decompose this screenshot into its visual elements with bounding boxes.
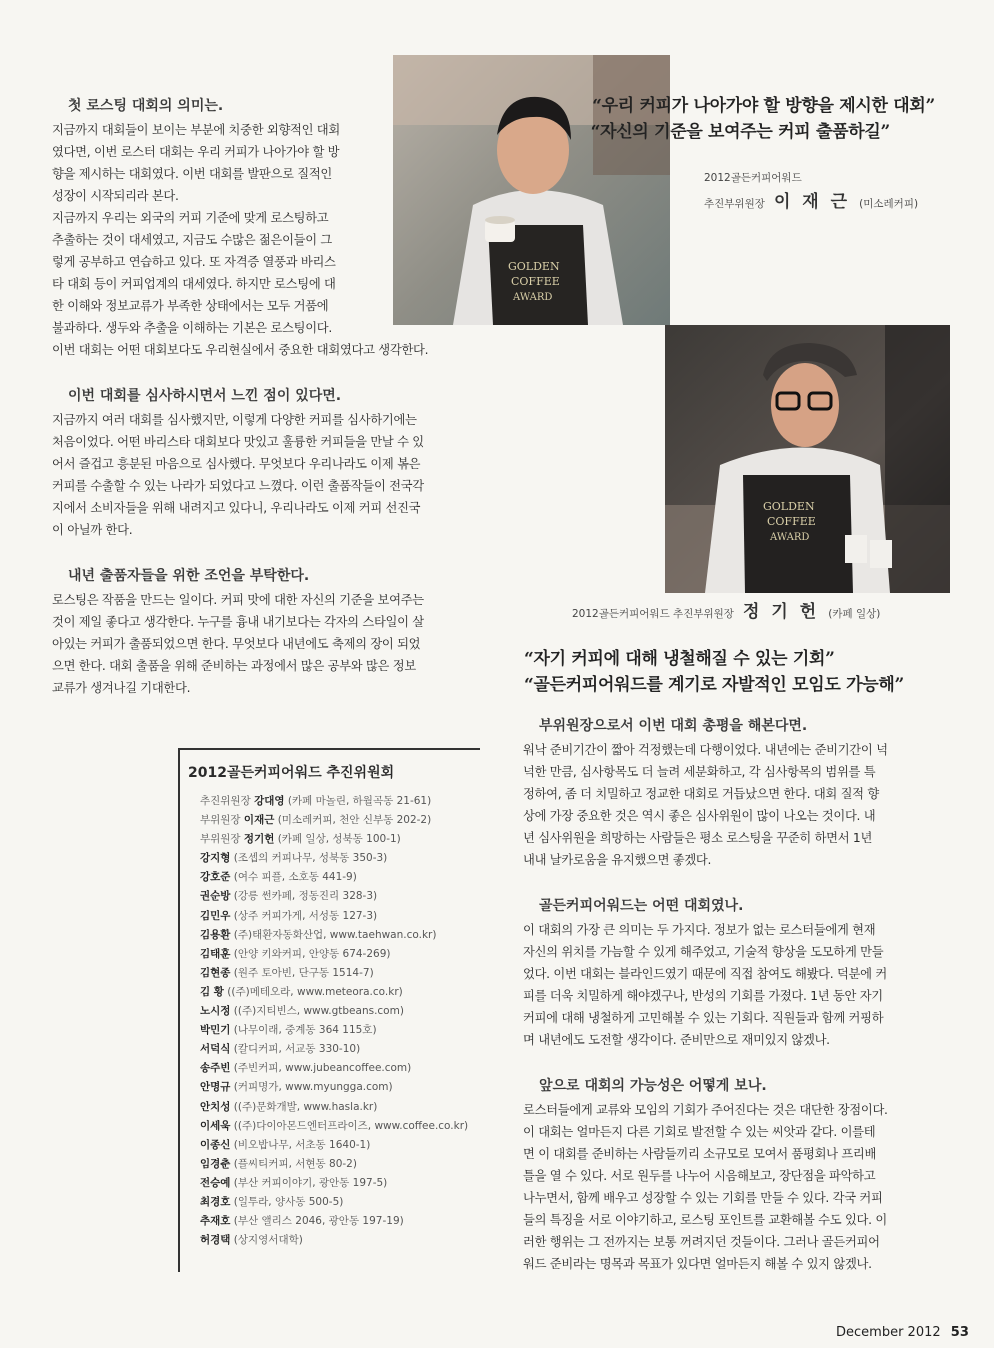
committee-member-name: 정기헌 [243,833,275,846]
body-line: 추출하는 것이 대세였고, 지금도 수많은 젊은이들이 그 [52,233,332,247]
committee-member-name: 최경호 [200,1195,231,1208]
left-section-3 [52,565,462,699]
left-section-2-question: 이번 대회를 심사하시면서 느낀 점이 있다면. [68,388,342,404]
committee-member-detail: (주)태환자동화산업, www.taehwan.co.kr) [233,928,437,941]
committee-member-name: 이세욱 [200,1119,231,1132]
body-line: 불과하다. 생두와 추출을 이해하는 기본은 로스팅이다. [52,321,332,335]
committee-member-detail: ((주)다이아몬드엔터프라이즈, www.coffee.co.kr) [233,1119,469,1132]
committee-member [200,1136,480,1155]
committee-member-name: 김 황 [200,985,224,998]
right-section-1-question: 부위원장으로서 이번 대회 총평을 해본다면. [539,718,808,734]
right-section-3-body [523,1099,923,1275]
body-line: 타 대회 등이 커피업계의 대세였다. 하지만 로스팅에 대 [52,277,336,291]
photo2-caption-affiliation: (카페 일상) [828,608,881,620]
svg-text:GOLDEN: GOLDEN [508,260,560,273]
committee-member-detail: (플씨티커피, 서현동 80-2) [233,1157,357,1170]
body-line: 정하여, 좀 더 치밀하고 정교한 대회로 거듭났으면 한다. 대회 질적 향 [523,787,879,801]
body-line: 피를 더욱 치밀하게 해야겠구나, 반성의 기회를 가졌다. 1년 동안 자기 [523,989,883,1003]
committee-member-detail: (일투라, 양사동 500-5) [233,1195,344,1208]
body-line: 틀을 열 수 있다. 서로 원두를 나누어 시음해보고, 장단점을 파악하고 [523,1169,876,1183]
body-line: 로스팅은 작품을 만드는 일이다. 커피 맛에 대한 자신의 기준을 보여주는 [52,593,424,607]
body-line: 어서 즐겁고 흥분된 마음으로 심사했다. 무엇보다 우리나라도 이제 볶은 [52,457,421,471]
body-line: 지금까지 여러 대회를 심사했지만, 이렇게 다양한 커피를 심사하기에는 [52,413,417,427]
body-line: 자신의 위치를 가늠할 수 있게 해주었고, 기술적 향상을 도모하게 만들 [523,945,884,959]
body-line: 이번 대회는 어떤 대회보다도 우리현실에서 중요한 대회였다고 생각한다. [52,343,429,357]
committee-box [178,748,480,1272]
body-line: 교류가 생겨나길 기대한다. [52,681,191,695]
committee-member-name: 이재근 [243,814,275,827]
committee-member-detail: (카페 일상, 성북동 100-1) [277,833,401,846]
quote1-affiliation: (미소레커피) [859,198,919,210]
quote1-line2: “자신의 기준을 보여주는 커피 출품하길” [590,122,890,142]
committee-member-name: 안명규 [200,1081,231,1094]
page-number: 53 [950,1325,969,1340]
body-line: 였다면, 이번 로스터 대회는 우리 커피가 나아가야 할 방 [52,145,340,159]
right-article-column [523,715,923,1299]
body-line: 향을 제시하는 대회였다. 이번 대회를 발판으로 질적인 [52,167,332,181]
committee-member-name: 추재호 [200,1215,231,1228]
committee-member [200,926,480,945]
committee-list [180,792,480,1250]
left-section-3-question: 내년 출품자들을 위한 조언을 부탁한다. [68,568,310,584]
committee-member-name: 허경택 [200,1234,231,1247]
right-section-2 [523,895,923,1051]
committee-member-name: 이종신 [200,1138,231,1151]
committee-member-role: 부위원장 [200,814,241,827]
committee-member-name: 강호준 [200,871,231,884]
quote1-caption-role: 추진부위원장 [704,198,765,210]
committee-member-detail: (상주 커피가게, 서성동 127-3) [233,909,378,922]
committee-member-name: 김민우 [200,909,231,922]
body-line: 워낙 준비기간이 짧아 걱정했는데 다행이었다. 내년에는 준비기간이 넉 [523,743,888,757]
photo-jung-gi-heon [665,325,950,593]
body-line: 워드 준비라는 명목과 목표가 있다면 얼마든지 해볼 수 있지 않겠나. [523,1257,872,1271]
committee-member [200,1078,480,1097]
body-line: 었다. 이번 대회는 블라인드였기 때문에 직접 참여도 해봤다. 덕분에 커 [523,967,887,981]
committee-member [200,1002,480,1021]
left-article-column [52,95,462,723]
svg-text:AWARD: AWARD [770,532,810,543]
committee-member [200,1040,480,1059]
committee-member-name: 권순방 [200,890,231,903]
left-section-2-body [52,409,462,541]
committee-member-name: 강대영 [254,795,285,807]
body-line: 넉한 만큼, 심사항목도 더 늘려 세분화하고, 각 심사항목의 범위를 특 [523,765,876,779]
committee-member-detail: (칼디커피, 서교동 330-10) [233,1043,361,1056]
committee-member-detail: (비오밥나무, 서초동 1640-1) [233,1138,371,1151]
committee-member-name: 박민기 [200,1024,231,1037]
committee-member [200,830,480,849]
committee-member-detail: (나무이래, 중계동 364 115호) [233,1024,377,1037]
committee-member-detail: (미소레커피, 천안 신부동 202-2) [277,814,432,827]
committee-member-detail: (카페 마놀린, 하월곡동 21-61) [287,795,432,807]
committee-member-name: 김현종 [200,966,231,979]
committee-member-detail: (주빈커피, www.jubeancoffee.com) [233,1062,412,1075]
photo-jung-gi-heon-art [665,325,950,593]
body-line: 커피를 수출할 수 있는 나라가 되었다고 느꼈다. 이런 출품작들이 전국각 [52,479,424,493]
body-line: 지금까지 우리는 외국의 커피 기준에 맞게 로스팅하고 [52,211,329,225]
committee-member-detail: ((주)지티빈스, www.gtbeans.com) [233,1005,404,1018]
quote2-line1: “자기 커피에 대해 냉철해질 수 있는 기회” [524,649,835,669]
body-line: 나누면서, 함께 배우고 성장할 수 있는 기회를 만들 수 있다. 각국 커피 [523,1191,883,1205]
body-line: 처음이었다. 어떤 바리스타 대회보다 맛있고 훌륭한 커피들을 만날 수 있 [52,435,424,449]
committee-member-name: 안치성 [200,1100,231,1113]
quote2-line2: “골든커피어워드를 계기로 자발적인 모임도 가능해” [524,675,904,695]
committee-member [200,1117,480,1136]
committee-member [200,1059,480,1078]
body-line: 것이 제일 좋다고 생각한다. 누구를 흉내 내기보다는 각자의 스타일이 살 [52,615,424,629]
right-section-1-body [523,739,923,871]
body-line: 지에서 소비자들을 위해 내려지고 있다니, 우리나라도 이제 커피 선진국 [52,501,421,515]
body-line: 이 대회는 얼마든지 다른 기회로 발전할 수 있는 씨앗과 같다. 이를테 [523,1125,876,1139]
committee-member-name: 서덕식 [200,1043,231,1056]
body-line: 며 내년에도 도전할 생각이다. 준비만으로 재미있지 않겠나. [523,1033,830,1047]
committee-member [200,1212,480,1231]
right-section-3-question: 앞으로 대회의 가능성은 어떻게 보나. [539,1078,767,1094]
committee-member-name: 임경춘 [200,1157,231,1170]
committee-member-name: 김용환 [200,928,231,941]
right-section-2-question: 골든커피어워드는 어떤 대회였나. [539,898,744,914]
committee-member-name: 김태훈 [200,947,231,960]
body-line: 내내 날카로움을 유지했으면 좋겠다. [523,853,712,867]
committee-member [200,868,480,887]
committee-member-detail: (안양 키와커피, 안양동 674-269) [233,947,391,960]
committee-member-detail: (원주 토아빈, 단구동 1514-7) [233,966,374,979]
committee-member-role: 부위원장 [200,833,241,846]
committee-member [200,1193,480,1212]
committee-member [200,849,480,868]
right-section-3 [523,1075,923,1275]
committee-member-role: 추진위원장 [200,795,251,807]
body-line: 커피에 대해 냉철하게 고민해볼 수 있는 기회다. 직원들과 함께 커핑하 [523,1011,884,1025]
left-section-2 [52,385,462,541]
body-line: 들의 특징을 서로 이야기하고, 로스팅 포인트를 교환해볼 수도 있다. 이 [523,1213,887,1227]
committee-member [200,1021,480,1040]
body-line: 상에 가장 중요한 것은 역시 좋은 심사위원이 많이 나오는 것이다. 내 [523,809,876,823]
committee-member-detail: (부산 커피이야기, 광안동 197-5) [233,1176,388,1189]
body-line: 이 대회의 가장 큰 의미는 두 가지다. 정보가 없는 로스터들에게 현재 [523,923,876,937]
committee-member [200,887,480,906]
svg-text:COFFEE: COFFEE [511,275,560,288]
committee-member [200,792,480,811]
committee-member-name: 전승예 [200,1176,231,1189]
body-line: 년 심사위원을 희망하는 사람들은 평소 로스팅을 꾸준히 하면서 1년 [523,831,873,845]
committee-member [200,811,480,830]
left-section-3-body [52,589,462,699]
committee-member [200,1174,480,1193]
left-section-1 [52,95,462,361]
committee-member [200,964,480,983]
photo2-caption-name: 정 기 헌 [743,602,820,622]
committee-member-detail: (상지영서대학) [233,1234,303,1247]
committee-member-name: 강지형 [200,852,231,865]
right-section-2-body [523,919,923,1051]
body-line: 지금까지 대회들이 보이는 부분에 치중한 외향적인 대회 [52,123,340,137]
body-line: 성장이 시작되리라 본다. [52,189,179,203]
svg-text:GOLDEN: GOLDEN [763,500,815,513]
committee-member-detail: (강릉 썬카페, 정동진리 328-3) [233,890,378,903]
committee-member [200,907,480,926]
footer-month: December 2012 [836,1325,941,1340]
svg-text:COFFEE: COFFEE [767,515,816,528]
committee-member [200,945,480,964]
svg-text:AWARD: AWARD [513,292,553,303]
committee-member-detail: (커피명가, www.myungga.com) [233,1081,393,1094]
committee-member [200,1098,480,1117]
body-line: 으면 한다. 대회 출품을 위해 준비하는 과정에서 많은 공부와 많은 정보 [52,659,416,673]
committee-title: 2012골든커피어워드 추진위원회 [188,765,395,781]
body-line: 면 이 대회를 준비하는 사람들끼리 소규모로 모여서 품평회나 프리배 [523,1147,877,1161]
left-section-1-question: 첫 로스팅 대회의 의미는. [68,98,224,114]
committee-member-detail: (조셉의 커피나무, 성북동 350-3) [233,852,388,865]
body-line: 한 이해와 정보교류가 부족한 상태에서는 모두 거품에 [52,299,329,313]
committee-member-detail: ((주)문화개발, www.hasla.kr) [233,1100,378,1113]
body-line: 이 아닐까 한다. [52,523,133,537]
committee-member-detail: ((주)메테오라, www.meteora.co.kr) [227,985,403,998]
quote1-caption-event: 2012골든커피어워드 [704,172,802,184]
committee-member-name: 송주빈 [200,1062,231,1075]
body-line: 러한 행위는 그 전까지는 보통 꺼려지던 것들이다. 그러나 골든커피어 [523,1235,880,1249]
committee-member [200,983,480,1002]
committee-member-name: 노시정 [200,1005,231,1018]
committee-member [200,1155,480,1174]
committee-member [200,1231,480,1250]
quote1-name: 이 재 근 [773,192,851,212]
photo2-caption-prefix: 2012골든커피어워드 추진부위원장 [572,608,734,620]
body-line: 아있는 커피가 출품되었으면 한다. 무엇보다 내년에도 축제의 장이 되었 [52,637,421,651]
body-line: 로스터들에게 교류와 모임의 기회가 주어진다는 것은 대단한 장점이다. [523,1103,888,1117]
body-line: 렇게 공부하고 연습하고 있다. 또 자격증 열풍과 바리스 [52,255,336,269]
left-section-1-body [52,119,462,361]
committee-member-detail: (여수 피플, 소호동 441-9) [233,871,357,884]
right-section-1 [523,715,923,871]
committee-member-detail: (부산 앨리스 2046, 광안동 197-19) [233,1215,404,1228]
quote1-line1: “우리 커피가 나아가야 할 방향을 제시한 대회” [592,96,935,116]
